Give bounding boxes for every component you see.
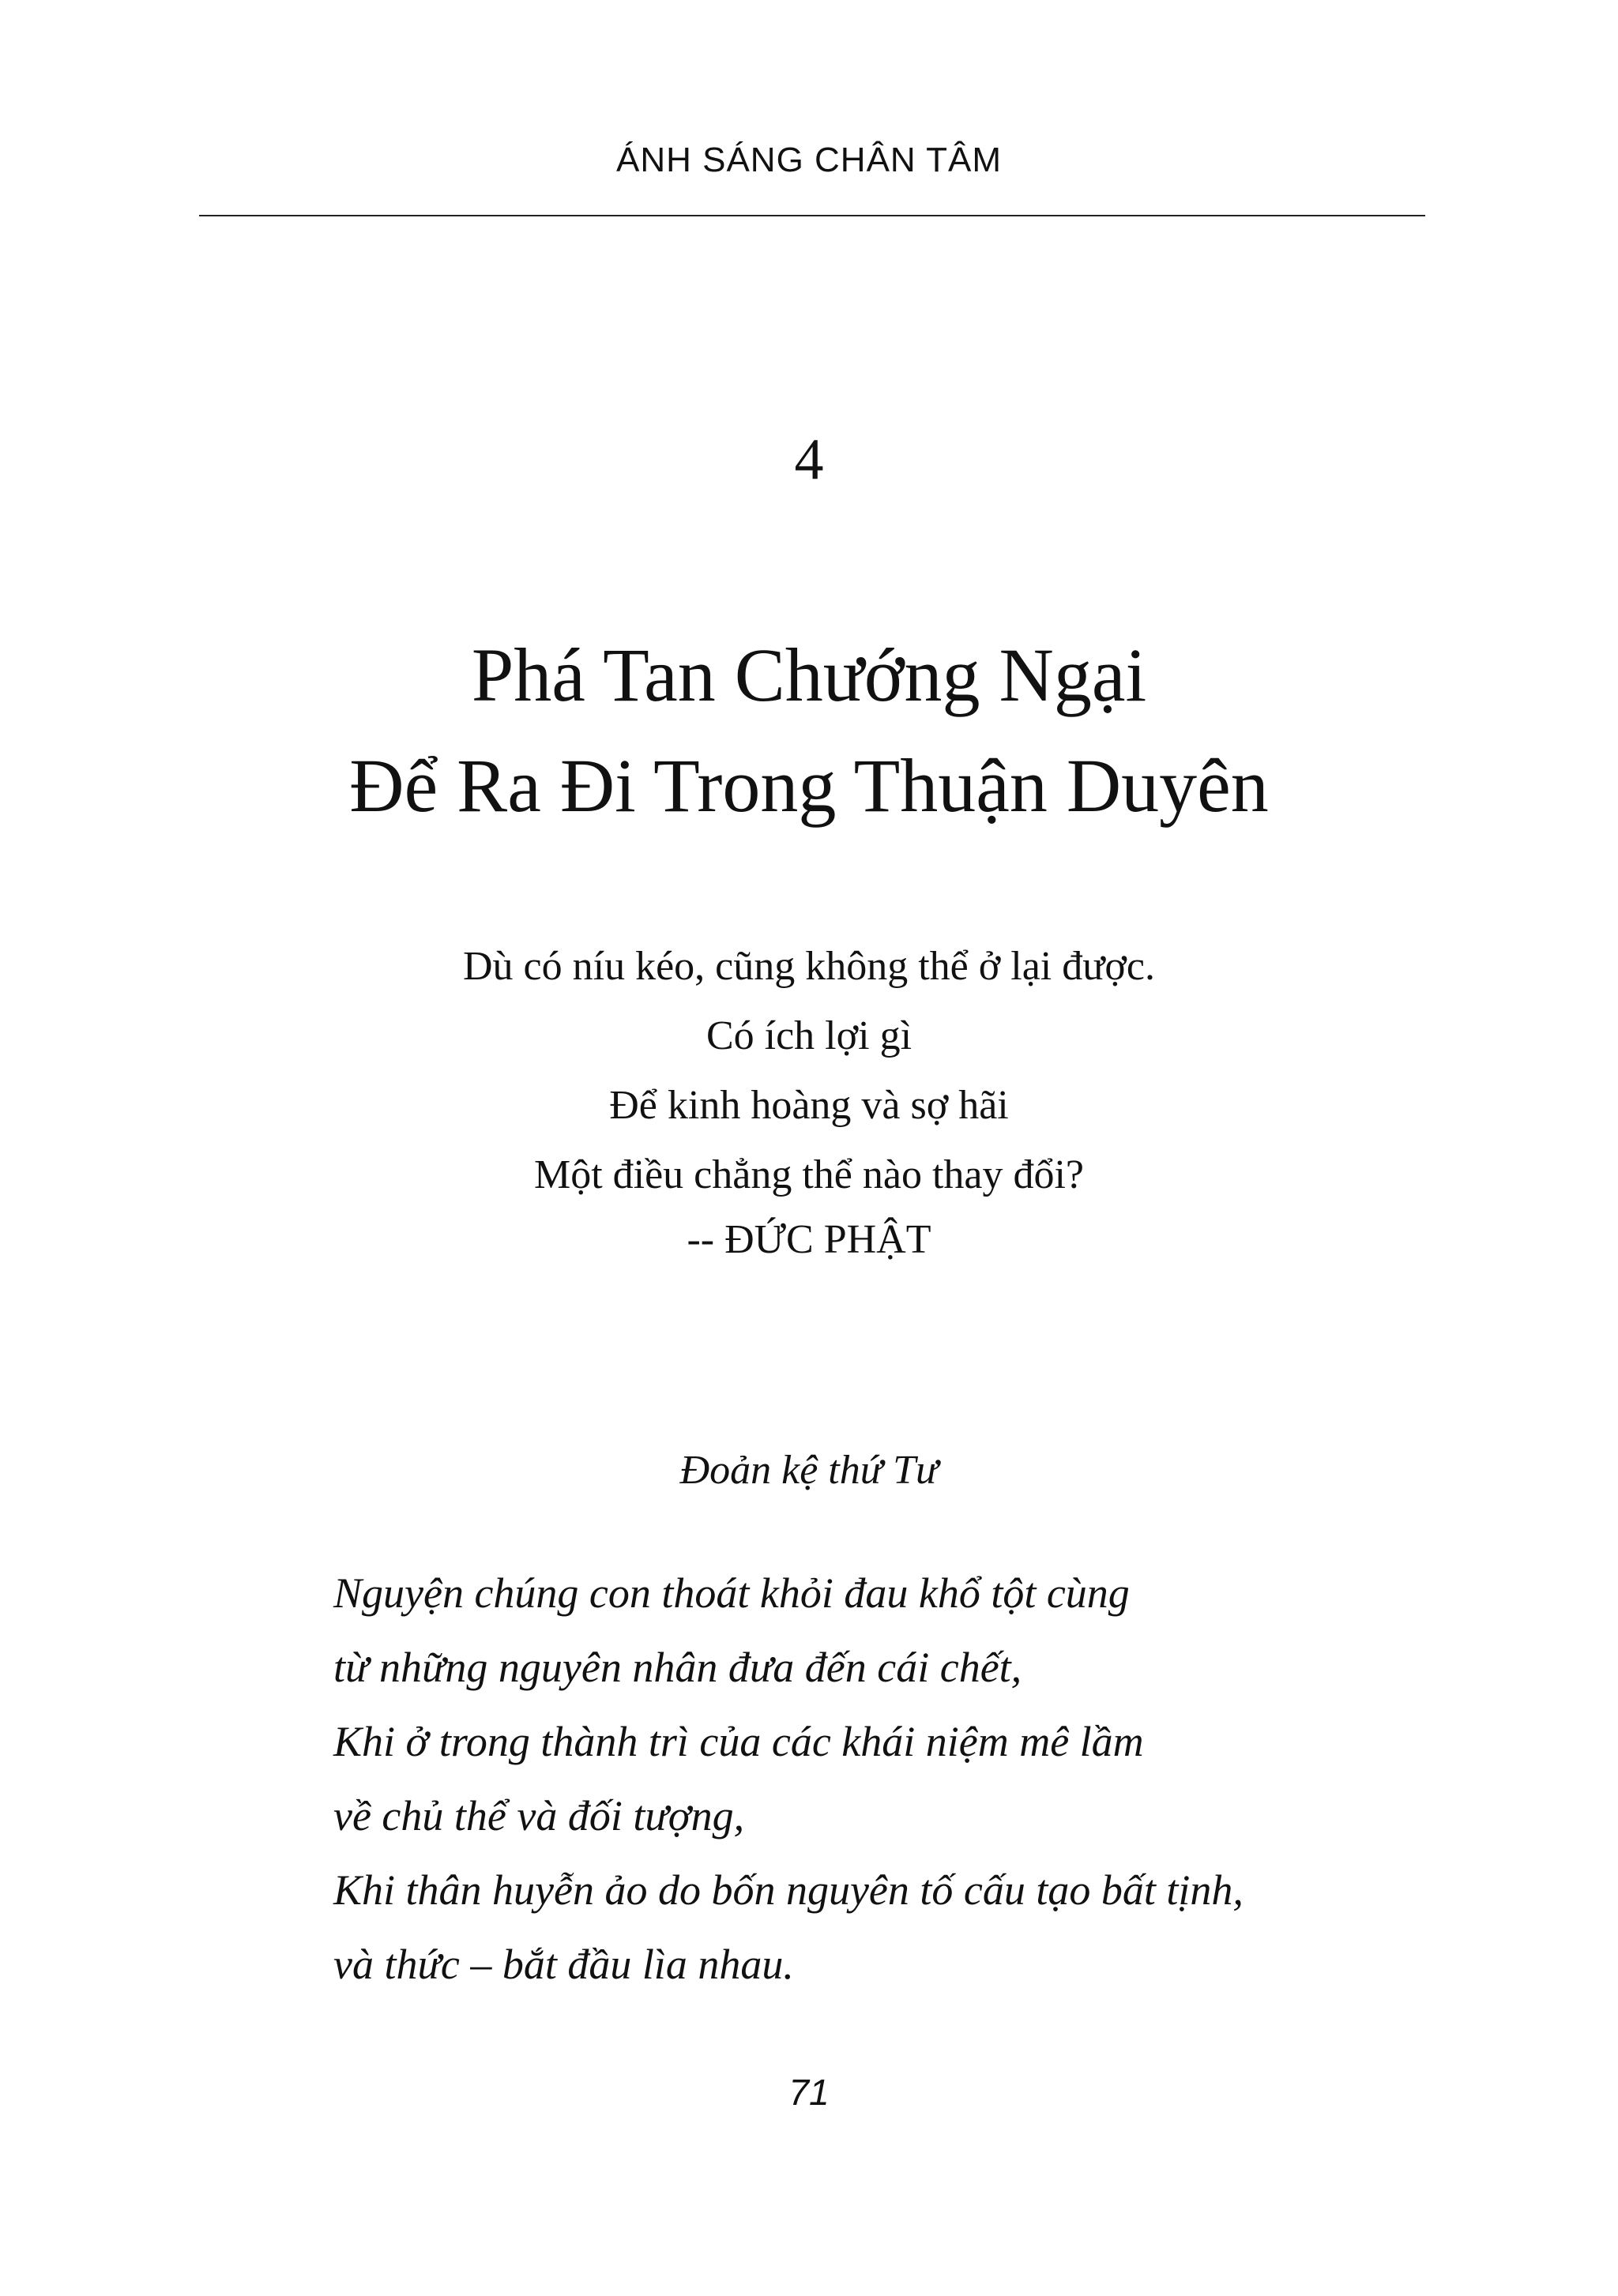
verse-line: Nguyện chúng con thoát khỏi đau khổ tột cùng (333, 1569, 1130, 1617)
verse-line: Khi thân huyễn ảo do bốn nguyên tố cấu tạo bất tịnh, (333, 1866, 1244, 1914)
verse-line: về chủ thể và đối tượng, (333, 1792, 745, 1839)
verse-line: Khi ở trong thành trì của các khái niệm mê lầm (333, 1718, 1144, 1765)
running-header: ÁNH SÁNG CHÂN TÂM (615, 141, 1003, 179)
epigraph (0, 932, 1618, 1210)
epigraph-line: Dù có níu kéo, cũng không thể ở lại được. (462, 944, 1155, 989)
header-divider (199, 215, 1425, 216)
chapter-title-line: Để Ra Đi Trong Thuận Duyên (349, 743, 1269, 828)
chapter-title (0, 620, 1618, 841)
chapter-number: 4 (794, 427, 824, 492)
epigraph-line: Để kinh hoàng và sợ hãi (609, 1083, 1009, 1128)
epigraph-attribution: -- ĐỨC PHẬT (687, 1217, 931, 1262)
chapter-title-line: Phá Tan Chướng Ngại (471, 633, 1147, 717)
epigraph-line: Có ích lợi gì (706, 1013, 912, 1058)
verse-body (333, 1556, 1244, 2001)
verse-line: từ những nguyên nhân đưa đến cái chết, (333, 1644, 1022, 1691)
epigraph-line: Một điều chẳng thể nào thay đổi? (533, 1152, 1085, 1197)
verse-heading: Đoản kệ thứ Tư (679, 1448, 939, 1493)
page-number: 71 (788, 2072, 830, 2113)
verse-line: và thức – bắt đầu lìa nhau. (333, 1941, 794, 1988)
